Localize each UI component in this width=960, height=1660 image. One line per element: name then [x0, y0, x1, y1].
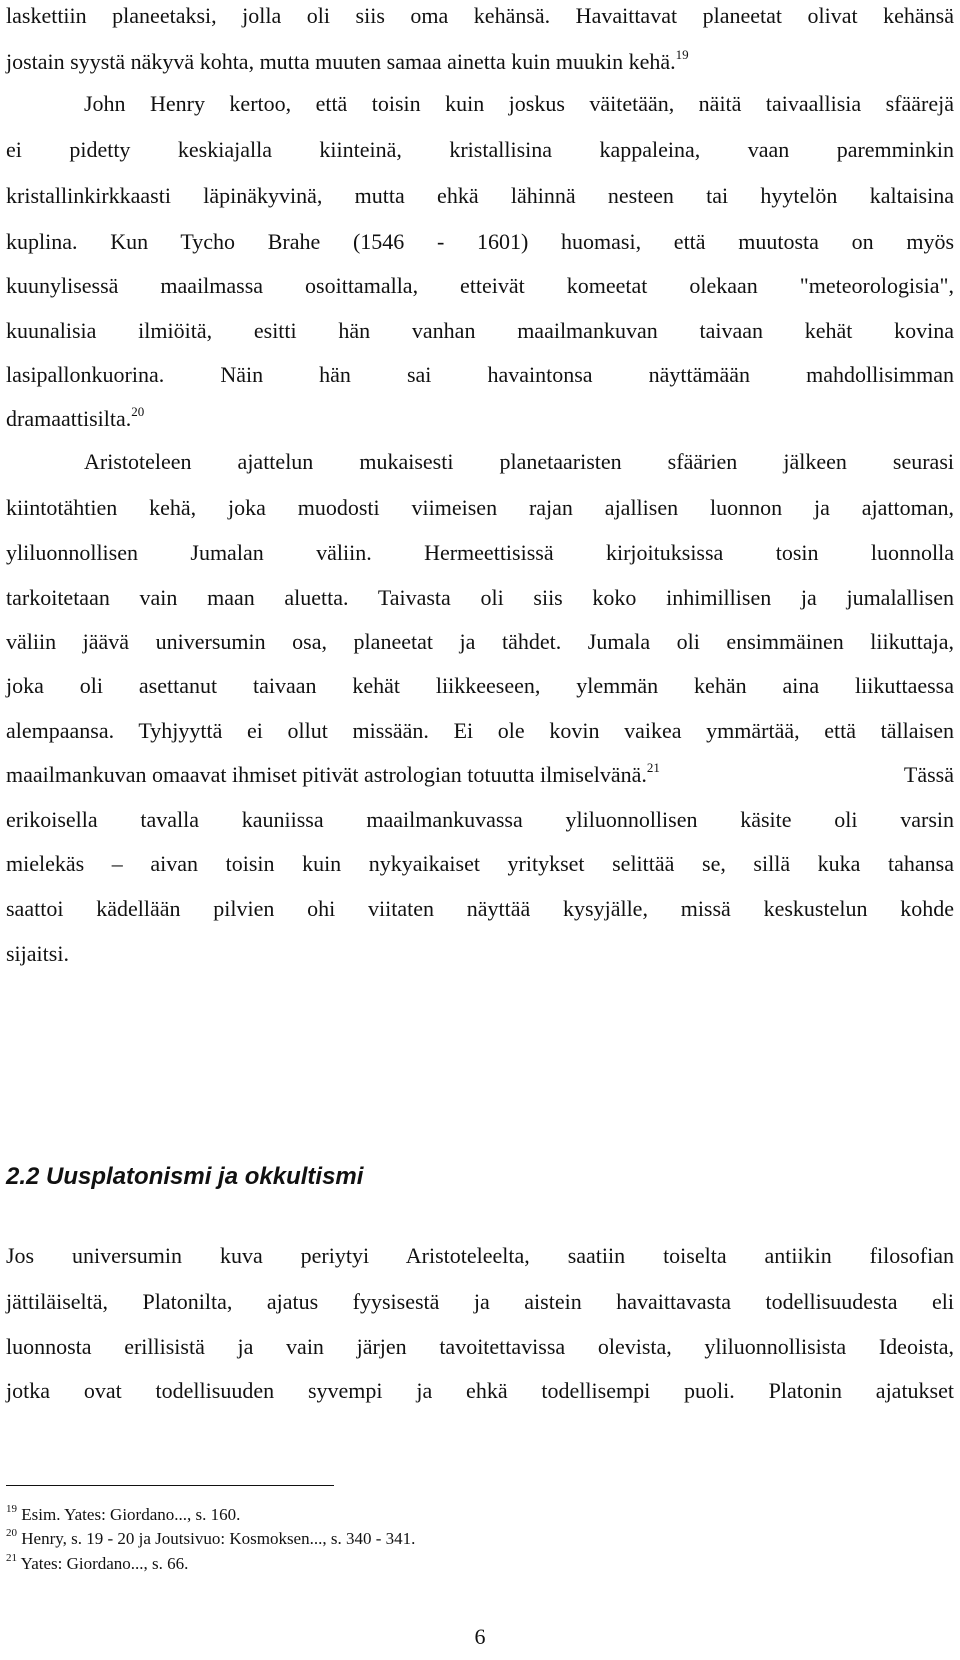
section-heading: 2.2 Uusplatonismi ja okkultismi: [6, 1163, 364, 1190]
para3-line-6: joka oli asettanut taivaan kehät liikkeeseen, ylemmän kehän aina liikuttaessa: [6, 673, 954, 698]
para3-line-3: yliluonnollisen Jumalan väliin. Hermeettisissä kirjoituksissa tosin luonnolla: [6, 540, 954, 565]
footnote-separator: [6, 1485, 334, 1486]
page-number: 6: [474, 1624, 486, 1649]
footnote-ref-21: 21: [646, 760, 660, 775]
para3-line-2: kiintotähtien kehä, joka muodosti viimeisen rajan ajallisen luonnon ja ajattoman,: [6, 495, 954, 520]
footnote-21: [6, 1552, 188, 1576]
footnote-19-text: Esim. Yates: Giordano..., s. 160.: [21, 1505, 241, 1524]
para4-line-4: jotka ovat todellisuuden syvempi ja ehkä todellisempi puoli. Platonin ajatukset: [6, 1378, 954, 1403]
footnote-20-text: Henry, s. 19 - 20 ja Joutsivuo: Kosmoksen..., s. 340 - 341.: [21, 1529, 416, 1548]
footnote-20-number: 20: [6, 1527, 17, 1539]
footnote-ref-19: 19: [675, 47, 689, 62]
para2-line-3: kristallinkirkkaasti läpinäkyvinä, mutta ehkä lähinnä nesteen tai hyytelön kaltaisina: [6, 183, 954, 208]
para2-line-8: [6, 403, 954, 435]
para3-line-8-end: Tässä: [903, 762, 954, 787]
para2-line-1: John Henry kertoo, että toisin kuin joskus väitetään, näitä taivaallisia sfäärejä: [84, 91, 954, 116]
para1-line-2-text: jostain syystä näkyvä kohta, mutta muuten samaa ainetta kuin muukin kehä.: [6, 49, 676, 74]
para3-line-8-text: [6, 759, 660, 791]
footnote-21-text: Yates: Giordano..., s. 66.: [20, 1554, 189, 1573]
para3-line-11: saattoi kädellään pilvien ohi viitaten näyttää kysyjälle, missä keskustelun kohde: [6, 896, 954, 921]
para2-line-2: ei pidetty keskiajalla kiinteinä, kristallisina kappaleina, vaan paremminkin: [6, 137, 954, 162]
para2-line-6: kuunalisia ilmiöitä, esitti hän vanhan maailmankuvan taivaan kehät kovina: [6, 318, 954, 343]
footnote-ref-20: 20: [131, 404, 145, 419]
para4-line-2: jättiläiseltä, Platonilta, ajatus fyysisestä ja aistein havaittavasta todellisuudesta eli: [6, 1289, 954, 1314]
para3-line-4: tarkoitetaan vain maan aluetta. Taivasta oli siis koko inhimillisen ja jumalallisen: [6, 585, 954, 610]
footnote-19: [6, 1503, 240, 1527]
para4-line-1: Jos universumin kuva periytyi Aristoteleelta, saatiin toiselta antiikin filosofian: [6, 1243, 954, 1268]
footnote-20: [6, 1527, 415, 1551]
para3-line-1: Aristoteleen ajattelun mukaisesti planetaaristen sfäärien jälkeen seurasi: [84, 449, 954, 474]
para2-line-4: kuplina. Kun Tycho Brahe (1546 - 1601) huomasi, että muutosta on myös: [6, 229, 954, 254]
para2-line-5: kuunylisessä maailmassa osoittamalla, etteivät komeetat olekaan "meteorologisia",: [6, 273, 954, 298]
footnote-21-number: 21: [6, 1552, 17, 1564]
para3-line-7: alempaansa. Tyhjyyttä ei ollut missään. Ei ole kovin vaikea ymmärtää, että tällaisen: [6, 718, 954, 743]
para3-line-12: sijaitsi.: [6, 941, 69, 966]
para3-line-8: [6, 759, 954, 791]
para2-line-7: lasipallonkuorina. Näin hän sai havaintonsa näyttämään mahdollisimman: [6, 362, 954, 387]
footnote-19-number: 19: [6, 1503, 17, 1515]
para3-line-8-start: maailmankuvan omaavat ihmiset pitivät astrologian totuutta ilmiselvänä.: [6, 762, 647, 787]
para3-line-5: väliin jäävä universumin osa, planeetat ja tähdet. Jumala oli ensimmäinen liikuttaja,: [6, 629, 954, 654]
para2-line-8-text: dramaattisilta.: [6, 406, 132, 431]
para1-line-2: [6, 46, 954, 78]
para4-line-3: luonnosta erillisistä ja vain järjen tavoitettavissa olevista, yliluonnollisista Ideoista,: [6, 1334, 954, 1359]
para3-line-9: erikoisella tavalla kauniissa maailmankuvassa yliluonnollisen käsite oli varsin: [6, 807, 954, 832]
para3-line-10: mielekäs – aivan toisin kuin nykyaikaiset yritykset selittää se, sillä kuka tahansa: [6, 851, 954, 876]
para1-line-1: laskettiin planeetaksi, jolla oli siis oma kehänsä. Havaittavat planeetat olivat kehänsä: [6, 3, 954, 28]
